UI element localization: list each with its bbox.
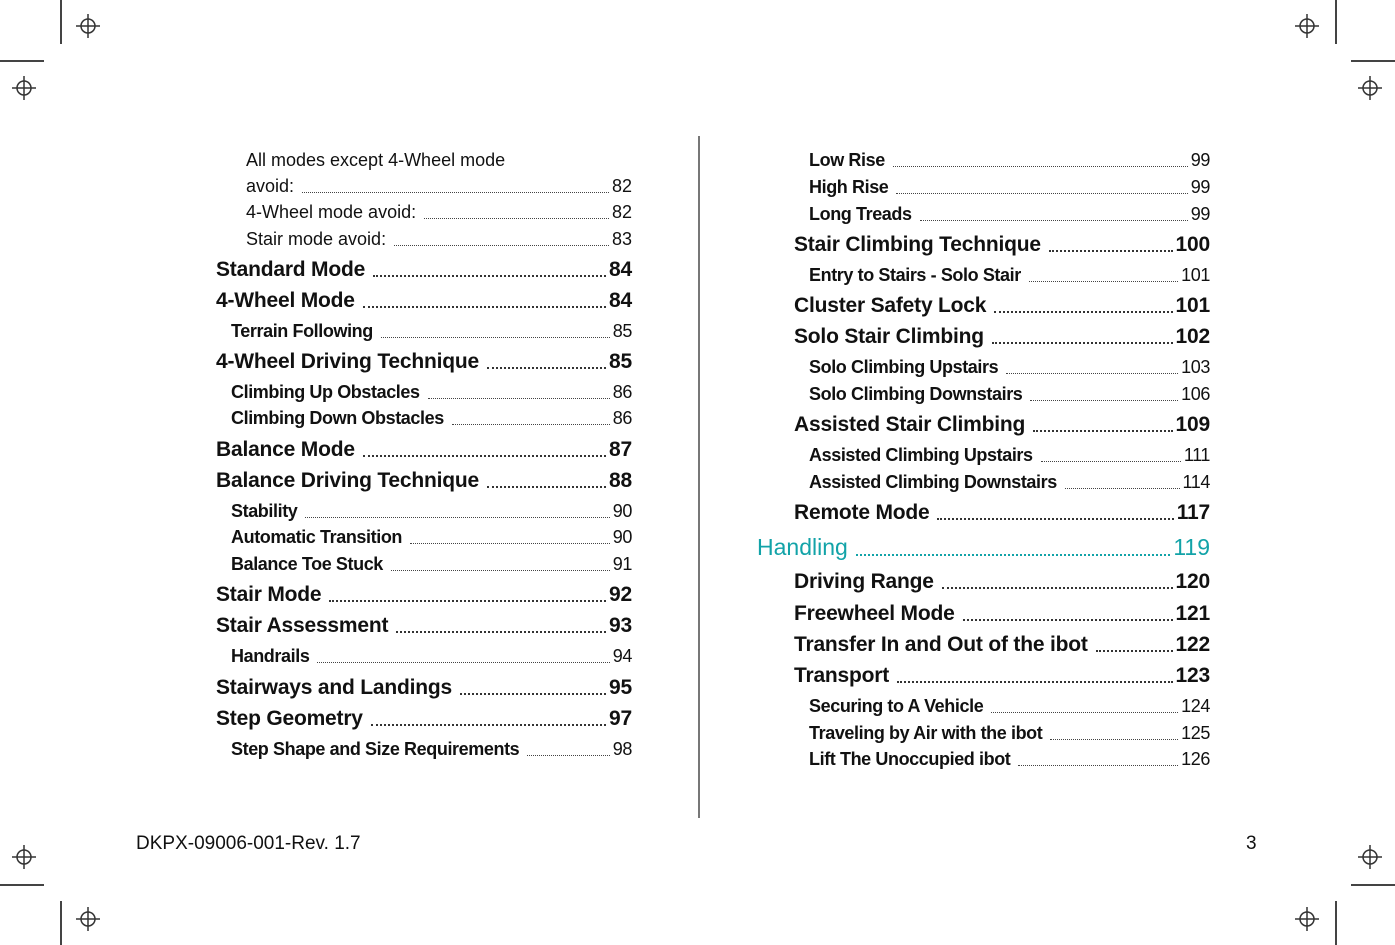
dot-leader (1029, 281, 1178, 282)
toc-section-title: Handling (757, 534, 848, 560)
toc-entry-title: Handrails (231, 646, 310, 666)
toc-entry-page: 124 (1181, 696, 1210, 716)
toc-entry[interactable] (794, 325, 1210, 349)
dot-leader (363, 306, 606, 308)
dot-leader (1033, 430, 1172, 432)
dot-leader (994, 311, 1172, 313)
toc-entry[interactable] (231, 321, 632, 342)
dot-leader (942, 587, 1173, 589)
toc-entry-page: 90 (612, 527, 632, 547)
dot-leader (893, 166, 1188, 167)
registration-mark-icon (12, 76, 36, 100)
toc-entry-title: Cluster Safety Lock (794, 294, 987, 317)
toc-entry-page: 91 (612, 554, 632, 574)
dot-leader (363, 455, 606, 457)
dot-leader (317, 662, 609, 663)
toc-entry[interactable] (246, 202, 632, 223)
toc-entry-page: 88 (609, 469, 632, 492)
toc-entry[interactable] (809, 204, 1210, 225)
toc-entry[interactable] (794, 602, 1210, 626)
dot-leader (396, 631, 606, 633)
toc-entry-page: 93 (609, 614, 632, 637)
toc-entry-page: 82 (611, 176, 632, 196)
dot-leader (963, 619, 1173, 621)
toc-entry-page: 126 (1181, 749, 1210, 769)
toc-entry[interactable] (794, 664, 1210, 688)
toc-entry-page: 120 (1175, 570, 1210, 593)
dot-leader (1096, 650, 1173, 652)
toc-entry-title: Assisted Climbing Downstairs (809, 472, 1057, 492)
toc-entry-title: Step Geometry (216, 707, 363, 730)
toc-entry-page: 97 (609, 707, 632, 730)
toc-entry-page: 98 (612, 739, 632, 759)
toc-entry-page: 101 (1175, 294, 1210, 317)
toc-entry-title: Stair Assessment (216, 614, 389, 637)
toc-entry[interactable] (809, 150, 1210, 171)
toc-entry-page: 99 (1190, 150, 1210, 170)
toc-entry[interactable] (246, 229, 632, 250)
toc-entry-page: 117 (1176, 501, 1210, 524)
toc-entry-title: Balance Mode (216, 438, 355, 461)
toc-entry-page: 94 (612, 646, 632, 666)
toc-entry-title: Stair mode avoid: (246, 229, 387, 249)
toc-entry-page: 111 (1183, 445, 1210, 465)
dot-leader (373, 275, 606, 277)
toc-entry-page: 90 (612, 501, 632, 521)
toc-entry-title: Balance Toe Stuck (231, 554, 383, 574)
toc-section-entry[interactable] (757, 534, 1210, 561)
toc-entry-page: 86 (612, 408, 632, 428)
toc-entry-page: 121 (1175, 602, 1210, 625)
dot-leader (896, 193, 1187, 194)
toc-entry-page: 92 (609, 583, 632, 606)
toc-entry-title: Step Shape and Size Requirements (231, 739, 520, 759)
toc-entry-page: 122 (1175, 633, 1210, 656)
dot-leader (452, 424, 610, 425)
toc-entry[interactable] (809, 472, 1210, 493)
toc-entry[interactable] (809, 265, 1210, 286)
dot-leader (487, 486, 606, 488)
registration-mark-icon (1358, 76, 1382, 100)
toc-entry-title: Securing to A Vehicle (809, 696, 984, 716)
toc-entry-page: 86 (612, 382, 632, 402)
dot-leader (937, 518, 1173, 520)
toc-entry-page: 100 (1175, 233, 1210, 256)
dot-leader (856, 554, 1171, 556)
dot-leader (394, 245, 609, 246)
toc-entry[interactable] (231, 408, 632, 429)
toc-entry-page: 106 (1181, 384, 1210, 404)
dot-leader (1018, 765, 1178, 766)
registration-mark-icon (1295, 907, 1319, 931)
toc-entry-title: Climbing Down Obstacles (231, 408, 444, 428)
dot-leader (428, 398, 610, 399)
toc-entry-title: Automatic Transition (231, 527, 403, 547)
toc-entry[interactable] (246, 150, 632, 171)
toc-entry[interactable] (809, 749, 1210, 770)
toc-entry-title: Freewheel Mode (794, 602, 955, 625)
toc-entry-title: Standard Mode (216, 258, 366, 281)
toc-entry-page: 114 (1182, 472, 1210, 492)
toc-entry[interactable] (231, 382, 632, 403)
toc-entry-title: Transport (794, 664, 890, 687)
toc-entry-title: 4-Wheel mode avoid: (246, 202, 417, 222)
toc-entry[interactable] (231, 646, 632, 667)
toc-entry-page: 83 (611, 229, 632, 249)
toc-entry[interactable] (216, 438, 632, 462)
toc-entry-page: 125 (1181, 723, 1210, 743)
page-number: 3 (1246, 833, 1257, 854)
toc-entry-title: Solo Climbing Downstairs (809, 384, 1023, 404)
toc-entry[interactable] (809, 384, 1210, 405)
toc-entry[interactable] (809, 696, 1210, 717)
toc-entry[interactable] (216, 289, 632, 313)
toc-entry[interactable] (809, 723, 1210, 744)
toc-entry-title: Traveling by Air with the ibot (809, 723, 1043, 743)
toc-entry-title: Climbing Up Obstacles (231, 382, 420, 402)
registration-mark-icon (76, 14, 100, 38)
toc-entry[interactable] (809, 177, 1210, 198)
toc-entry-title: Low Rise (809, 150, 885, 170)
toc-entry-page: 87 (609, 438, 632, 461)
toc-entry-title: Assisted Climbing Upstairs (809, 445, 1033, 465)
dot-leader (460, 693, 606, 695)
dot-leader (1006, 373, 1178, 374)
toc-entry[interactable] (231, 554, 632, 575)
toc-entry-page: 84 (609, 258, 632, 281)
toc-entry-title: Terrain Following (231, 321, 373, 341)
toc-entry-title: All modes except 4-Wheel mode (246, 150, 506, 170)
toc-entry-page: 109 (1175, 413, 1210, 436)
toc-entry-title: Remote Mode (794, 501, 930, 524)
toc-entry[interactable] (231, 501, 632, 522)
toc-entry-page: 101 (1181, 265, 1210, 285)
toc-entry-page: 103 (1181, 357, 1210, 377)
toc-section-page: 119 (1173, 534, 1210, 560)
toc-entry-title: Long Treads (809, 204, 912, 224)
toc-entry-page: 84 (609, 289, 632, 312)
toc-entry[interactable] (231, 739, 632, 760)
toc-entry[interactable] (794, 501, 1210, 525)
toc-entry-title: 4-Wheel Driving Technique (216, 350, 479, 373)
toc-entry-title: Solo Climbing Upstairs (809, 357, 999, 377)
toc-entry[interactable] (794, 413, 1210, 437)
toc-entry-page: 102 (1175, 325, 1210, 348)
dot-leader (527, 755, 609, 756)
registration-mark-icon (1295, 14, 1319, 38)
toc-entry-page: 99 (1190, 177, 1210, 197)
dot-leader (305, 517, 609, 518)
toc-entry-title: Entry to Stairs - Solo Stair (809, 265, 1021, 285)
dot-leader (302, 192, 609, 193)
toc-entry[interactable] (231, 527, 632, 548)
dot-leader (991, 712, 1178, 713)
registration-mark-icon (12, 845, 36, 869)
toc-entry-title: avoid: (246, 176, 295, 196)
toc-entry-title: Stability (231, 501, 298, 521)
registration-mark-icon (76, 907, 100, 931)
toc-entry-title: Lift The Unoccupied ibot (809, 749, 1011, 769)
dot-leader (391, 570, 610, 571)
registration-mark-icon (1358, 845, 1382, 869)
toc-entry[interactable] (794, 570, 1210, 594)
toc-entry[interactable] (216, 469, 632, 493)
toc-entry[interactable] (216, 350, 632, 374)
toc-entry[interactable] (809, 445, 1210, 466)
dot-leader (424, 218, 609, 219)
toc-entry[interactable] (216, 676, 632, 700)
toc-entry-page: 82 (611, 202, 632, 222)
toc-entry[interactable] (794, 633, 1210, 657)
toc-entry[interactable] (246, 176, 632, 197)
toc-entry-page: 99 (1190, 204, 1210, 224)
dot-leader (1049, 250, 1173, 252)
column-divider (698, 136, 700, 818)
toc-entry[interactable] (216, 614, 632, 638)
document-id: DKPX-09006-001-Rev. 1.7 (136, 833, 361, 854)
toc-entry[interactable] (216, 258, 632, 282)
toc-entry-page: 85 (609, 350, 632, 373)
dot-leader (1030, 400, 1178, 401)
toc-entry-title: 4-Wheel Mode (216, 289, 355, 312)
dot-leader (381, 337, 610, 338)
toc-entry-title: Stair Climbing Technique (794, 233, 1041, 256)
dot-leader (1041, 461, 1181, 462)
toc-entry[interactable] (809, 357, 1210, 378)
dot-leader (1050, 739, 1178, 740)
toc-entry-page: 85 (612, 321, 632, 341)
dot-leader (920, 220, 1188, 221)
toc-entry-title: Assisted Stair Climbing (794, 413, 1026, 436)
toc-entry[interactable] (794, 294, 1210, 318)
toc-entry-page: 95 (609, 676, 632, 699)
dot-leader (992, 342, 1173, 344)
toc-entry-title: Solo Stair Climbing (794, 325, 984, 348)
toc-entry[interactable] (794, 233, 1210, 257)
dot-leader (410, 543, 610, 544)
toc-entry-title: Transfer In and Out of the ibot (794, 633, 1088, 656)
toc-entry-page: 123 (1175, 664, 1210, 687)
toc-entry-title: Stair Mode (216, 583, 322, 606)
toc-entry-title: Driving Range (794, 570, 934, 593)
toc-entry-title: High Rise (809, 177, 889, 197)
dot-leader (897, 681, 1172, 683)
toc-entry-title: Balance Driving Technique (216, 469, 480, 492)
toc-entry[interactable] (216, 707, 632, 731)
dot-leader (371, 724, 606, 726)
dot-leader (1065, 488, 1180, 489)
dot-leader (329, 600, 606, 602)
dot-leader (487, 367, 606, 369)
toc-entry[interactable] (216, 583, 632, 607)
toc-entry-title: Stairways and Landings (216, 676, 452, 699)
